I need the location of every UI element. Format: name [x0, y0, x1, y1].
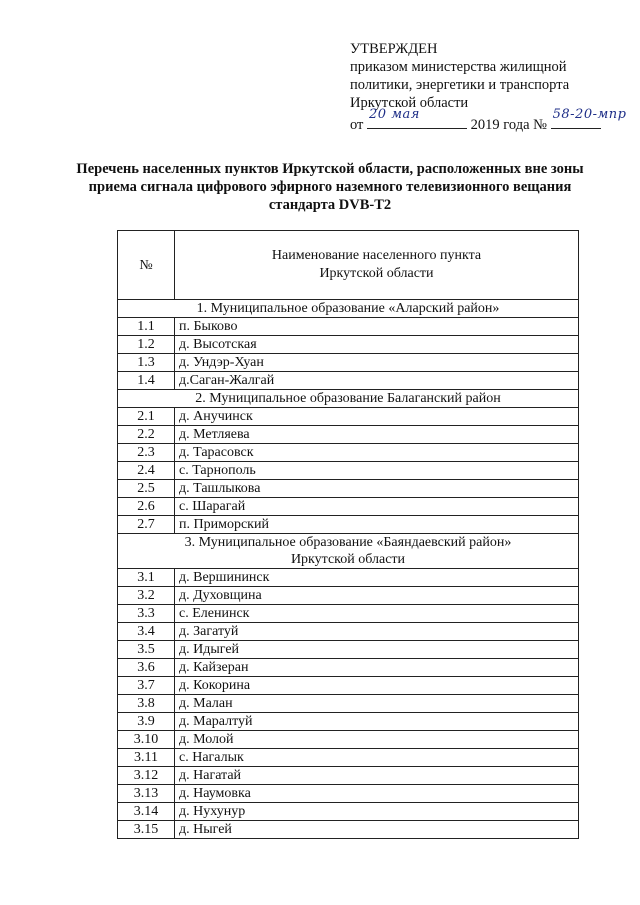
section-title-text: 2. Муниципальное образование Балаганский район — [195, 391, 501, 406]
settlement-name: д. Анучинск — [175, 408, 579, 426]
settlement-name: с. Нагалык — [175, 749, 579, 767]
table-row — [118, 623, 579, 641]
row-number: 3.2 — [118, 587, 175, 605]
header-name-line-1: Наименование населенного пункта — [271, 248, 482, 263]
date-prefix: от — [350, 117, 364, 133]
section-row — [118, 300, 579, 318]
table-row — [118, 803, 579, 821]
table-row — [118, 480, 579, 498]
row-number: 3.9 — [118, 713, 175, 731]
table-row — [118, 641, 579, 659]
table-row — [118, 426, 579, 444]
table-row — [118, 516, 579, 534]
settlement-name: д. Маралтуй — [175, 713, 579, 731]
settlement-name: д. Ташлыкова — [175, 480, 579, 498]
table-row — [118, 569, 579, 587]
section-title — [118, 300, 579, 318]
row-number: 3.5 — [118, 641, 175, 659]
approval-title: УТВЕРЖДЕН — [350, 41, 438, 57]
table-row — [118, 354, 579, 372]
settlement-name: д. Нухунур — [175, 803, 579, 821]
table-row — [118, 318, 579, 336]
settlement-name: д. Метляева — [175, 426, 579, 444]
row-number: 3.11 — [118, 749, 175, 767]
table-row — [118, 731, 579, 749]
section-row — [118, 390, 579, 408]
number-fill-line — [551, 107, 627, 129]
row-number: 2.7 — [118, 516, 175, 534]
settlement-name: д. Кокорина — [175, 677, 579, 695]
table-row — [118, 713, 579, 731]
table-row — [118, 408, 579, 426]
row-number: 1.3 — [118, 354, 175, 372]
settlement-name: д. Ныгей — [175, 821, 579, 839]
section-title — [118, 390, 579, 408]
approval-line-1: приказом министерства жилищной — [350, 59, 567, 75]
row-number: 3.8 — [118, 695, 175, 713]
settlement-name: д. Высотская — [175, 336, 579, 354]
section-title-text: 1. Муниципальное образование «Аларский район» — [196, 301, 500, 316]
table-row — [118, 659, 579, 677]
row-number: 2.1 — [118, 408, 175, 426]
row-number: 2.5 — [118, 480, 175, 498]
settlements-table — [117, 230, 579, 839]
table-row — [118, 821, 579, 839]
settlement-name: п. Приморский — [175, 516, 579, 534]
table-row — [118, 749, 579, 767]
settlement-name: с. Тарнополь — [175, 462, 579, 480]
section-title-line-2: Иркутской области — [290, 552, 406, 567]
row-number: 3.6 — [118, 659, 175, 677]
settlement-name: д. Идыгей — [175, 641, 579, 659]
settlement-name: с. Еленинск — [175, 605, 579, 623]
settlement-name: д. Духовщина — [175, 587, 579, 605]
settlement-name: д. Ундэр-Хуан — [175, 354, 579, 372]
table-row — [118, 498, 579, 516]
settlement-name: д.Саган-Жалгай — [175, 372, 579, 390]
settlement-name: д. Наумовка — [175, 785, 579, 803]
row-number: 3.13 — [118, 785, 175, 803]
row-number: 3.4 — [118, 623, 175, 641]
settlement-name: д. Загатуй — [175, 623, 579, 641]
row-number: 1.4 — [118, 372, 175, 390]
settlement-name: с. Шарагай — [175, 498, 579, 516]
row-number: 2.4 — [118, 462, 175, 480]
date-year-text: 2019 года № — [470, 117, 547, 133]
table-row — [118, 336, 579, 354]
date-fill-line — [367, 107, 467, 129]
settlement-name: п. Быково — [175, 318, 579, 336]
table-row — [118, 695, 579, 713]
settlement-name: д. Нагатай — [175, 767, 579, 785]
handwritten-number: 58-20-мпр — [552, 107, 627, 122]
document-title: Перечень населенных пунктов Иркутской области, расположенных вне зоны приема сигнала цифрового эфирного наземного телевизионного вещания стандарта DVB-T2 — [76, 161, 584, 213]
table-body — [118, 300, 579, 839]
header-number: № — [118, 231, 175, 300]
approval-line-3: Иркутской области — [350, 95, 469, 111]
section-title-text: 3. Муниципальное образование «Баяндаевский район» — [184, 535, 512, 550]
approval-date-line — [350, 107, 627, 134]
settlement-name: д. Вершининск — [175, 569, 579, 587]
table-header-row — [118, 231, 579, 300]
row-number: 2.6 — [118, 498, 175, 516]
section-row — [118, 534, 579, 569]
row-number: 3.1 — [118, 569, 175, 587]
header-name-line-2: Иркутской области — [319, 266, 434, 281]
table-row — [118, 444, 579, 462]
row-number: 1.2 — [118, 336, 175, 354]
table-row — [118, 677, 579, 695]
table-row — [118, 785, 579, 803]
row-number: 3.10 — [118, 731, 175, 749]
row-number: 2.3 — [118, 444, 175, 462]
header-name — [175, 231, 579, 300]
row-number: 3.12 — [118, 767, 175, 785]
table-row — [118, 372, 579, 390]
table-row — [118, 767, 579, 785]
row-number: 3.7 — [118, 677, 175, 695]
settlement-name: д. Молой — [175, 731, 579, 749]
row-number: 3.3 — [118, 605, 175, 623]
row-number: 3.15 — [118, 821, 175, 839]
handwritten-date: 20 мая — [369, 107, 420, 122]
table-row — [118, 605, 579, 623]
settlement-name: д. Малан — [175, 695, 579, 713]
row-number: 1.1 — [118, 318, 175, 336]
row-number: 3.14 — [118, 803, 175, 821]
section-title — [118, 534, 579, 569]
settlement-name: д. Кайзеран — [175, 659, 579, 677]
approval-line-2: политики, энергетики и транспорта — [350, 77, 570, 93]
approval-block — [350, 40, 627, 134]
row-number: 2.2 — [118, 426, 175, 444]
table-row — [118, 587, 579, 605]
settlement-name: д. Тарасовск — [175, 444, 579, 462]
table-row — [118, 462, 579, 480]
